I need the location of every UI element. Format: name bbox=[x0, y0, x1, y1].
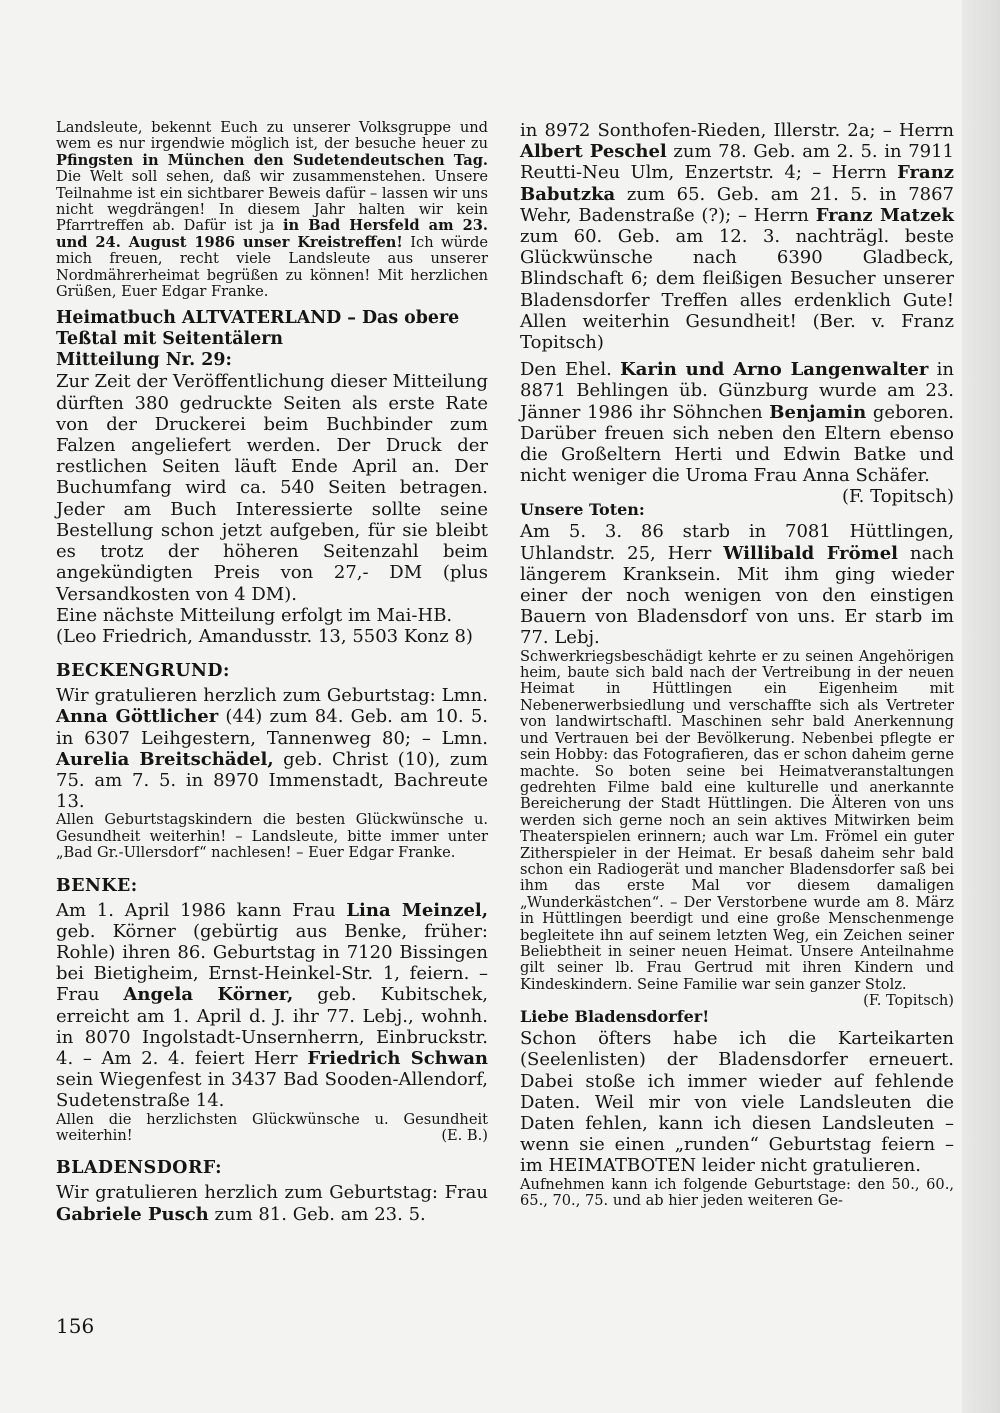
bold-name: Albert Peschel bbox=[520, 141, 667, 163]
heimatbuch-subtitle: Mitteilung Nr. 29: bbox=[56, 350, 232, 371]
beckengrund-note: Allen Geburtstagskindern die besten Glückwünsche u. Gesundheit weiterhin! – Landsleute, bitte immer unter „Bad Gr.-Ullersdorf“ nachlesen! – Euer Edgar Franke. bbox=[56, 811, 488, 862]
liebe-text: Schon öfters habe ich die Karteikarten (Seelenlisten) der Bladensdorfer erneuert. Dabei stoße ich immer wieder auf fehlende Daten. Weil mir von viele Landsleuten die Daten fehlen, kann ich diesen Landsleuten – wenn sie einen „runden“ Geburtstag feiern – im HEIMATBOTEN leider nicht gratulieren. bbox=[520, 1028, 954, 1177]
bold-name: Franz Babutzka bbox=[520, 162, 954, 205]
bold-name: Benjamin bbox=[769, 401, 867, 423]
text-run: geboren. Darüber freuen sich neben den Eltern ebenso die Großeltern Herti und Edwin Batke und nicht weniger die Uroma Frau Anna Schäfer. bbox=[520, 401, 955, 487]
benke-note: Allen die herzlichsten Glückwünsche u. Gesundheit weiterhin! (E. B.) bbox=[56, 1110, 488, 1144]
page-number: 156 bbox=[56, 1314, 95, 1338]
text-run: nach längerem Kranksein. Mit ihm ging wieder einer der noch wenigen von den einstigen Bauern von Bladensdorf von uns. Er starb im 77. Lebj. bbox=[520, 542, 954, 649]
bold-name: Lina Meinzel, bbox=[346, 899, 489, 921]
liebe-heading: Liebe Bladensdorfer! bbox=[520, 1007, 710, 1027]
text-run: Die Welt soll sehen, daß wir zusammenstehen. Unsere Teilnahme ist ein sichtbarer Beweis dafür – lassen wir uns nicht wegdrängen! In diesem Jahr halten wir kein Pfarrtreffen ab. Dafür ist ja bbox=[56, 168, 488, 235]
text-run: geb. Christ (10), zum 75. am 7. 5. in 8970 Immenstadt, Bachreute 13. bbox=[56, 748, 488, 813]
bold-name: Karin und Arno Langenwalter bbox=[620, 359, 929, 381]
text-run: geb. Kubitschek, erreicht am 1. April d. J. ihr 77. Lebj., wohnh. in 8070 Ingolstadt-Unsernherrn, Einbruckstr. 4. – Am 2. 4. feiert Herr bbox=[56, 984, 488, 1069]
bladensdorf-text bbox=[56, 1182, 488, 1224]
bold-name: Anna Göttlicher bbox=[56, 706, 219, 728]
toten-heading: Unsere Toten: bbox=[520, 500, 645, 520]
liebe-note: Aufnehmen kann ich folgende Geburtstage: den 50., 60., 65., 70., 75. und ab hier jeden weiteren Ge- bbox=[520, 1175, 954, 1210]
bold-name: Aurelia Breitschädel, bbox=[56, 748, 274, 770]
text-run: zum 81. Geb. am 23. 5. bbox=[208, 1203, 426, 1225]
beckengrund-text bbox=[56, 685, 488, 812]
bold-name: in Bad Hersfeld am 23. und 24. August 1986 unser Kreistreffen! bbox=[56, 217, 488, 251]
birth-signature: (F. Topitsch) bbox=[841, 486, 954, 508]
intro-paragraph bbox=[56, 120, 488, 300]
page-edge-shadow bbox=[962, 0, 1000, 1413]
toten-text bbox=[520, 521, 954, 648]
text-run: sein Wiegenfest in 3437 Bad Sooden-Allendorf, Sudetenstraße 14. bbox=[56, 1069, 488, 1112]
beckengrund-heading: BECKENGRUND: bbox=[56, 661, 230, 682]
text-run: Wir gratulieren herzlich zum Geburtstag: Frau bbox=[56, 1182, 488, 1204]
bladensdorf-continued bbox=[520, 120, 954, 353]
bold-name: Gabriele Pusch bbox=[56, 1203, 209, 1225]
text-run: geb. Körner (gebürtig aus Benke, früher: Rohle) ihren 86. Geburtstag in 7120 Bissingen bei Bietigheim, Ernst-Heinkel-Str. 1, feiern. – Frau bbox=[56, 920, 488, 1006]
bold-name: Willibald Frömel bbox=[723, 542, 899, 564]
text-run: zum 60. Geb. am 12. 3. nachträgl. beste Glückwünsche nach 6390 Gladbeck, Blindschaft 6; dem fleißigen Besucher unserer Bladensdorfer Treffen alles erdenklich Gute! Allen weiterhin Gesundheit! (Ber. v. Franz Topitsch) bbox=[520, 226, 954, 354]
bold-name: Franz Matzek bbox=[815, 204, 955, 226]
right-column bbox=[520, 120, 954, 1209]
text-run: (44) zum 84. Geb. am 10. 5. in 6307 Leihgestern, Tannenweg 80; – Lmn. bbox=[56, 706, 488, 749]
bold-name: Friedrich Schwan bbox=[307, 1047, 488, 1069]
benke-text bbox=[56, 900, 488, 1112]
bold-name: Pfingsten in München den Sudetendeutschen Tag. bbox=[56, 151, 488, 169]
benke-heading: BENKE: bbox=[56, 875, 138, 896]
text-run: Am 5. 3. 86 starb in 7081 Hüttlingen, Uhlandstr. 25, Herr bbox=[520, 521, 954, 564]
heimatbuch-next: Eine nächste Mitteilung erfolgt im Mai-HB. bbox=[56, 604, 453, 626]
left-column bbox=[56, 120, 488, 1225]
text-run: zum 65. Geb. am 21. 5. in 7867 Wehr, Badenstraße (?); – Herrn bbox=[520, 183, 954, 226]
text-run: in 8871 Behlingen üb. Günzburg wurde am 23. Jänner 1986 ihr Söhnchen bbox=[520, 359, 954, 423]
text-run: Wir gratulieren herzlich zum Geburtstag: Lmn. bbox=[56, 685, 488, 707]
toten-signature: (F. Topitsch) bbox=[863, 992, 954, 1010]
text-run: zum 78. Geb. am 2. 5. in 7911 Reutti-Neu Ulm, Enzertstr. 4; – Herrn bbox=[520, 141, 955, 184]
text-run: Ich würde mich freuen, recht viele Landsleute aus unserer Nordmährerheimat begrüßen zu können! Mit herzlichen Grüßen, Euer Edgar Franke. bbox=[56, 233, 488, 301]
heimatbuch-text: Zur Zeit der Veröffentlichung dieser Mitteilung dürften 380 gedruckte Seiten als erste Rate von der Druckerei beim Buchbinder zum Falzen angeliefert werden. Der Druck der restlichen Seiten läuft Ende April an. Der Buchumfang wird ca. 540 Seiten betragen. Jeder am Buch Interessierte sollte seine Bestellung schon jetzt aufgeben, für sie bleibt es trotz der höheren Seitenzahl beim angekündigten Preis von 27,- DM (plus Versandkosten von 4 DM). bbox=[56, 371, 488, 605]
text-run: in 8972 Sonthofen-Rieden, Illerstr. 2a; – Herrn bbox=[520, 120, 954, 141]
heimatbuch-title: Heimatbuch ALTVATERLAND – Das obere Teßtal mit Seitentälern bbox=[56, 308, 460, 350]
toten-note: Schwerkriegsbeschädigt kehrte er zu seinen Angehörigen heim, baute sich bald nach der Vertreibung in der neuen Heimat in Hüttlingen ein Eigenheim mit Nebenerwerbsiedlung und verschaffte sich als Vertreter von landwirtschaftl. Maschinen sehr bald Anerkennung und Vertrauen bei der Bevölkerung. Nebenbei pflegte er sein Hobby: das Fotografieren, das er schon daheim gerne machte. So boten seine bei Heimatveranstaltungen gedrehten Filme bald eine kulturelle und anerkannte Bereicherung der Stadt Hüttlingen. Die Älteren von uns werden sich gerne noch an sein aktives Mitwirken beim Theaterspielen erinnern; auch war Lm. Frömel ein guter Zitherspieler in der Heimat. Er besaß daheim sehr bald schon ein Radiogerät und mancher Bladensdorfer saß bei ihm das erste Mal vor diesem damaligen „Wunderkästchen“. – Der Verstorbene wurde am 8. März in Hüttlingen beerdigt und eine große Menschenmenge begleitete ihn auf seinem letzten Weg, ein Zeichen seiner Beliebtheit in seiner neuen Heimat. Unsere Anteilnahme gilt seiner lb. Frau Gertrud mit ihren Kindern und Kindeskindern. Seine Familie war sein ganzer Stolz. (F. Topitsch) bbox=[520, 647, 954, 1010]
heimatbuch-signature: (Leo Friedrich, Amandusstr. 13, 5503 Konz 8) bbox=[56, 625, 473, 647]
bladensdorf-heading: BLADENSDORF: bbox=[56, 1158, 223, 1179]
text-run: Den Ehel. bbox=[520, 359, 621, 381]
bold-name: Angela Körner, bbox=[123, 984, 294, 1006]
benke-signature: (E. B.) bbox=[441, 1126, 488, 1144]
text-run: Am 1. April 1986 kann Frau bbox=[56, 899, 347, 921]
birth-announcement bbox=[520, 359, 955, 508]
text-run: Landsleute, bekennt Euch zu unserer Volksgruppe und wem es nur irgendwie möglich ist, der besuche heuer zu bbox=[56, 119, 488, 153]
